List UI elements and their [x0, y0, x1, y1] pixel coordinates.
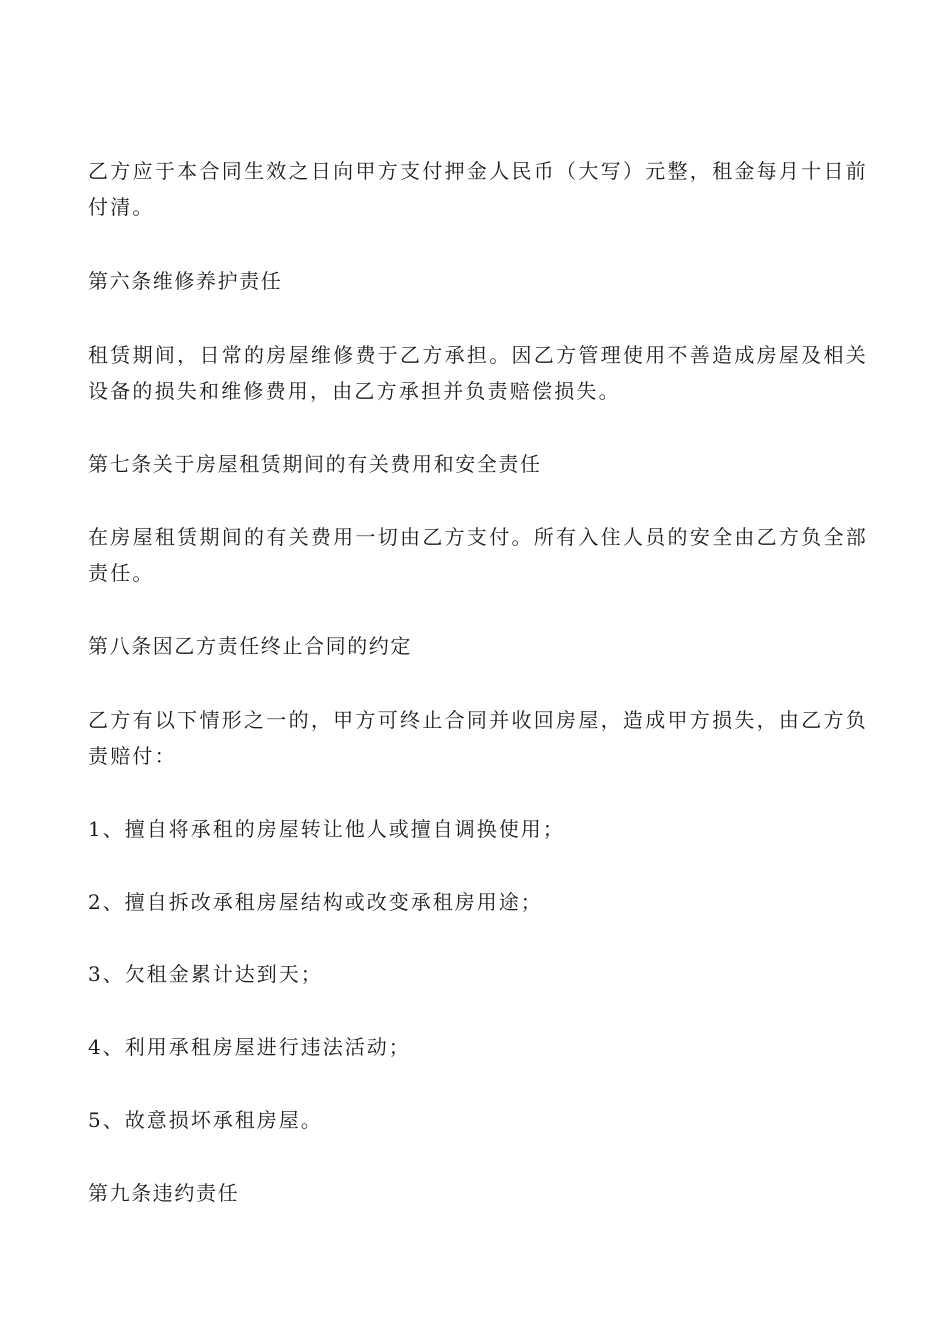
list-item: 1、擅自将承租的房屋转让他人或擅自调换使用； [88, 817, 565, 841]
article-7-heading: 第七条关于房屋租赁期间的有关费用和安全责任 [88, 452, 542, 476]
list-item: 5、故意损坏承租房屋。 [88, 1108, 323, 1132]
maintenance-paragraph: 租赁期间，日常的房屋维修费于乙方承担。因乙方管理使用不善造成房屋及相关设备的损失和维修费用，由乙方承担并负责赔偿损失。 [88, 343, 868, 403]
termination-paragraph: 乙方有以下情形之一的，甲方可终止合同并收回房屋，造成甲方损失，由乙方负责赔付： [88, 708, 868, 768]
article-6-heading: 第六条维修养护责任 [88, 269, 283, 293]
payment-paragraph: 乙方应于本合同生效之日向甲方支付押金人民币（大写）元整，租金每月十日前付清。 [88, 159, 868, 219]
list-item: 2、擅自拆改承租房屋结构或改变承租房用途； [88, 890, 543, 914]
list-item: 4、利用承租房屋进行违法活动； [88, 1035, 411, 1059]
fees-safety-paragraph: 在房屋租赁期间的有关费用一切由乙方支付。所有入住人员的安全由乙方负全部责任。 [88, 525, 868, 585]
article-9-heading: 第九条违约责任 [88, 1181, 240, 1205]
article-8-heading: 第八条因乙方责任终止合同的约定 [88, 634, 412, 658]
list-item: 3、欠租金累计达到天； [88, 962, 323, 986]
